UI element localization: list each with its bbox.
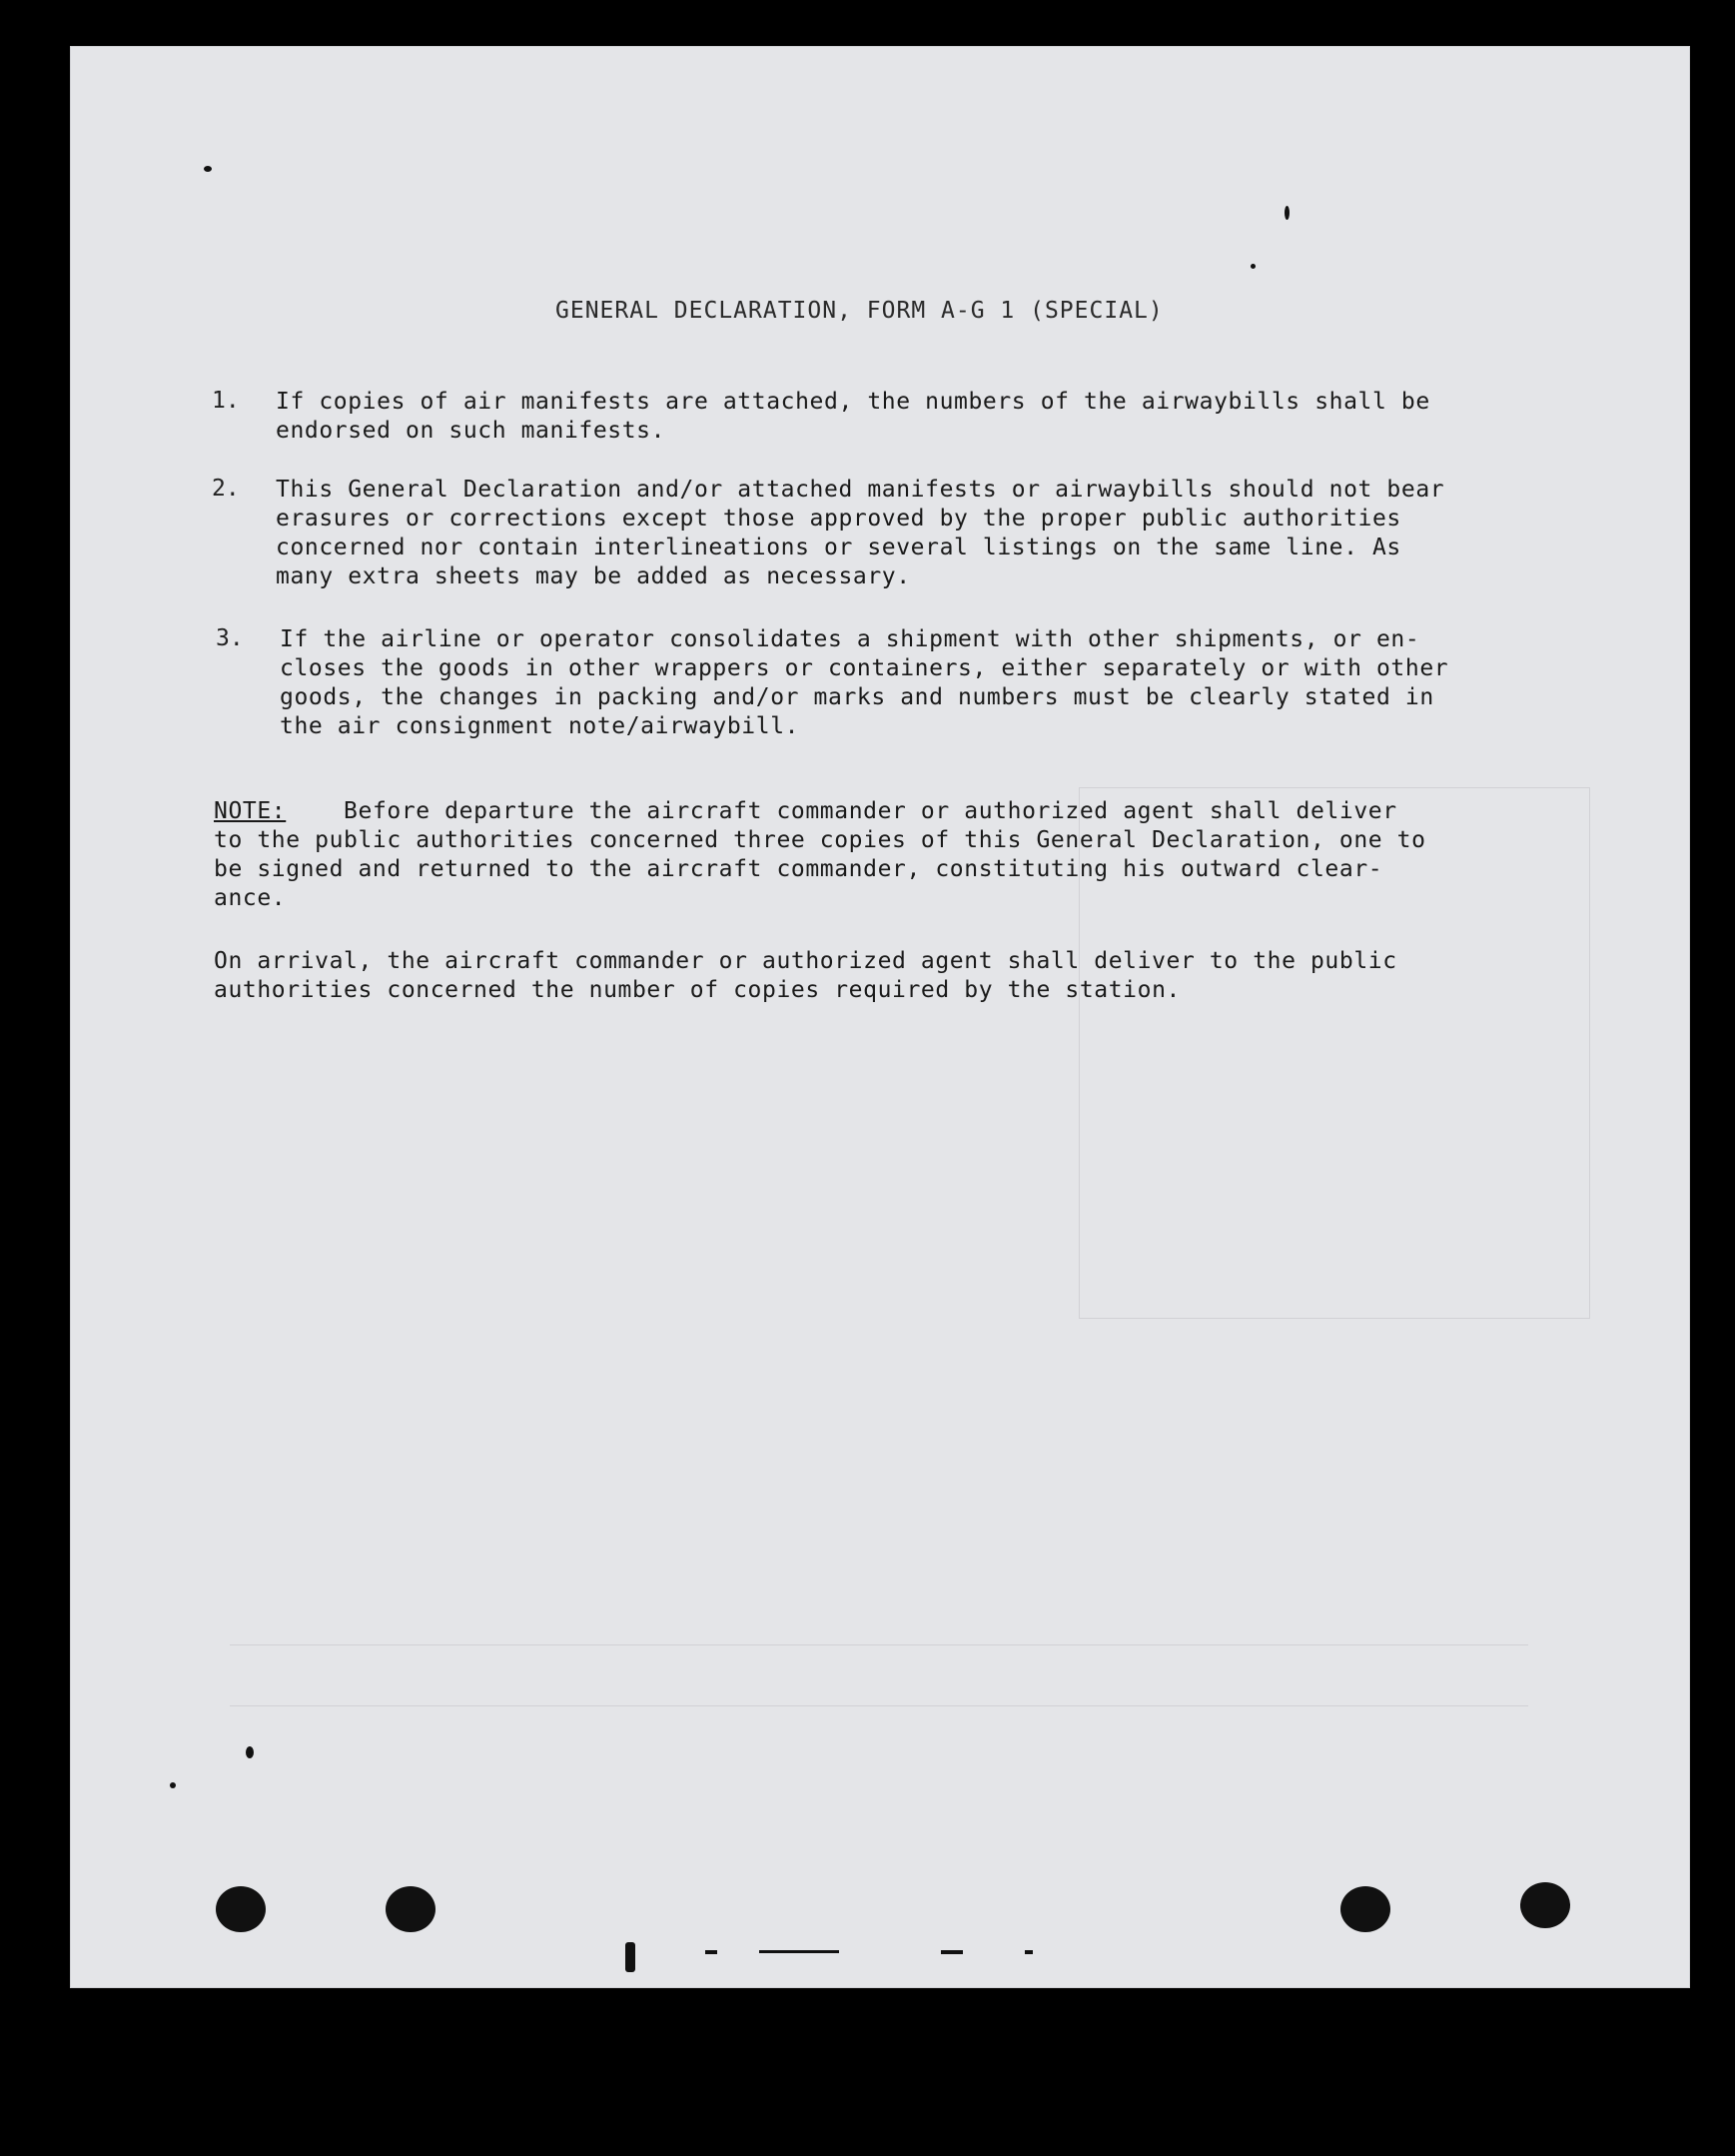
show-through-mark — [230, 1644, 1528, 1706]
text-line: ance. — [214, 885, 287, 911]
bottom-dash — [941, 1950, 963, 1954]
arrival-paragraph — [214, 947, 1612, 1005]
ink-speck — [204, 166, 212, 172]
text-line: be signed and returned to the aircraft commander, constituting his outward clear- — [214, 856, 1383, 882]
ink-speck — [625, 1942, 635, 1972]
text-line: the air consignment note/airwaybill. — [280, 713, 800, 739]
text-line: concerned nor contain interlineations or several listings on the same line. As — [276, 535, 1401, 560]
item-3-text — [280, 625, 1618, 741]
text-line: On arrival, the aircraft commander or authorized agent shall deliver to the public — [214, 948, 1397, 974]
text-line: endorsed on such manifests. — [276, 418, 666, 444]
document-page — [70, 46, 1690, 1988]
item-number: 1. — [212, 388, 240, 414]
text-line: If copies of air manifests are attached, the numbers of the airwaybills shall be — [276, 389, 1430, 415]
ink-speck — [246, 1746, 254, 1758]
ink-speck — [170, 1782, 176, 1788]
text-line: closes the goods in other wrappers or containers, either separately or with other — [280, 655, 1449, 681]
bottom-dash — [705, 1950, 717, 1954]
item-1-text — [276, 388, 1614, 446]
item-number: 2. — [212, 476, 240, 502]
text-line: to the public authorities concerned three copies of this General Declaration, one to — [214, 827, 1426, 853]
page-title: GENERAL DECLARATION, FORM A-G 1 (SPECIAL) — [555, 298, 1164, 324]
punch-hole — [1520, 1882, 1570, 1928]
bottom-dash — [1025, 1950, 1033, 1954]
note-label: NOTE: — [214, 798, 287, 824]
text-line: goods, the changes in packing and/or marks and numbers must be clearly stated in — [280, 684, 1434, 710]
text-line — [214, 797, 1612, 826]
text-line: authorities concerned the number of copies required by the station. — [214, 977, 1181, 1003]
ink-speck — [1251, 264, 1256, 269]
text-line: This General Declaration and/or attached manifests or airwaybills should not bear — [276, 477, 1445, 503]
punch-hole — [1340, 1886, 1390, 1932]
punch-hole — [216, 1886, 266, 1932]
ink-speck — [1285, 206, 1290, 220]
note-line: Before departure the aircraft commander or authorized agent shall deliver — [344, 798, 1397, 824]
bottom-dash — [759, 1950, 839, 1953]
note-paragraph — [214, 797, 1612, 913]
text-line: If the airline or operator consolidates a shipment with other shipments, or en- — [280, 626, 1420, 652]
punch-hole — [386, 1886, 435, 1932]
item-number: 3. — [216, 625, 244, 651]
text-line: many extra sheets may be added as necessary. — [276, 563, 911, 589]
text-line: erasures or corrections except those approved by the proper public authorities — [276, 506, 1401, 532]
item-2-text — [276, 476, 1614, 591]
